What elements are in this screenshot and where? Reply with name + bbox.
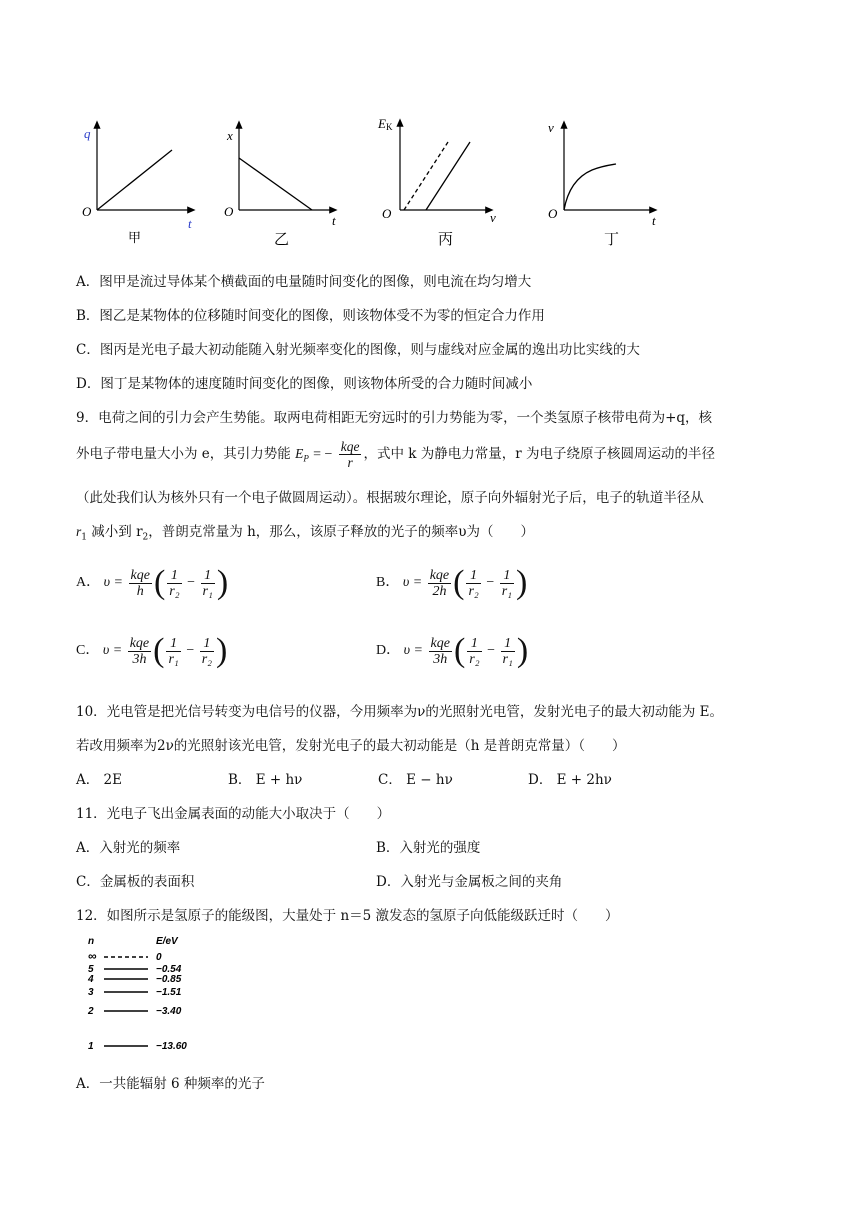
- y-label: v: [548, 120, 554, 135]
- x-label: ν: [490, 210, 496, 225]
- q10-option-d[interactable]: D． E + 2hν: [528, 772, 612, 788]
- level-e-3: −1.51: [156, 987, 182, 998]
- q10-option-b[interactable]: B． E + hν: [228, 772, 303, 788]
- q9-stem-line3: （此处我们认为核外只有一个电子做圆周运动）。根据玻尔理论，原子向外辐射光子后，电子的轨道半径从: [76, 490, 704, 506]
- q12-option-a[interactable]: A．一共能辐射 6 种频率的光子: [76, 1076, 265, 1092]
- graph-bing: [378, 112, 508, 248]
- graph-yi: [222, 118, 352, 248]
- level-e-2: −3.40: [156, 1006, 182, 1017]
- q9-option-d[interactable]: D． υ = $\frac{\text{kqe}}{3h}$ ( $\frac{1}{\text{r₂}}$ − $\frac{1}{\text{r₁}}$ ): [376, 632, 529, 669]
- q9-option-c[interactable]: C． υ = $\frac{\text{kqe}}{3h}$ ( $\frac{1}{\text{r₁}}$ − $\frac{1}{\text{r₂}}$ ): [76, 632, 228, 669]
- solid-line: [426, 142, 470, 210]
- caption: 丙: [438, 230, 454, 248]
- q12-stem: 12．如图所示是氢原子的能级图，大量处于 n＝5 激发态的氢原子向低能级跃迁时（ ）: [76, 908, 619, 924]
- graph-jia: [80, 118, 210, 248]
- q8-option-c[interactable]: C．图丙是光电子最大初动能随入射光频率变化的图像，则与虚线对应金属的逸出功比实线的大: [76, 342, 640, 358]
- origin-label: O: [224, 204, 234, 219]
- y-label: q: [84, 126, 91, 141]
- level-n-3: 3: [88, 987, 94, 998]
- level-n-4: 4: [88, 974, 94, 985]
- q11-option-b[interactable]: B．入射光的强度: [376, 840, 481, 856]
- y-label: x: [227, 128, 233, 143]
- e-header: E/eV: [156, 936, 178, 947]
- graph-ding: [534, 118, 664, 248]
- y-label: EK: [378, 116, 393, 132]
- q-t-line: [97, 150, 172, 210]
- level-n-1: 1: [88, 1041, 94, 1052]
- energy-level-diagram: [84, 932, 224, 1058]
- level-e-inf: 0: [156, 952, 162, 963]
- level-e-1: −13.60: [156, 1041, 187, 1052]
- x-label: t: [652, 213, 656, 228]
- q9-stem-line1: 9．电荷之间的引力会产生势能。取两电荷相距无穷远时的引力势能为零，一个类氢原子核带电荷为+q，核: [76, 410, 713, 426]
- q11-option-c[interactable]: C．金属板的表面积: [76, 874, 195, 890]
- origin-label: O: [548, 206, 558, 221]
- origin-label: O: [382, 206, 392, 221]
- v-t-curve: [564, 164, 616, 210]
- q8-option-a[interactable]: A．图甲是流过导体某个横截面的电量随时间变化的图像，则电流在均匀增大: [76, 274, 532, 290]
- ep-fraction: $\frac{\text{kqe}}{r}$: [340, 439, 360, 470]
- caption: 丁: [604, 230, 620, 248]
- q10-option-a[interactable]: A． 2E: [76, 772, 122, 788]
- level-e-5: −0.54: [156, 964, 182, 975]
- caption: 甲: [128, 231, 142, 246]
- level-n-inf: ∞: [88, 949, 97, 963]
- q11-stem: 11．光电子飞出金属表面的动能大小取决于（ ）: [76, 806, 391, 822]
- q10-option-c[interactable]: C． E − hν: [378, 772, 453, 788]
- x-label: t: [332, 213, 336, 228]
- dashed-line: [404, 142, 448, 210]
- q9-option-a[interactable]: A． υ = $\frac{\text{kqe}}{h}$ ( $\frac{1}{\text{r₂}}$ − $\frac{1}{\text{r₁}}$ ): [76, 564, 229, 601]
- q10-stem-line1: 10．光电管是把光信号转变为电信号的仪器，今用频率为ν的光照射光电管，发射光电子的最大初动能为 E。: [76, 704, 724, 720]
- n-header: n: [88, 936, 95, 947]
- q8-option-b[interactable]: B．图乙是某物体的位移随时间变化的图像，则该物体受不为零的恒定合力作用: [76, 308, 545, 324]
- level-n-5: 5: [88, 964, 94, 975]
- q9-stem-line4: $r_1$ 减小到 $r_2$，普朗克常量为 h，那么，该原子释放的光子的频率υ为（ ）: [76, 524, 534, 543]
- x-label: t: [188, 216, 192, 231]
- q11-option-a[interactable]: A．入射光的频率: [76, 840, 181, 856]
- level-e-4: −0.85: [156, 974, 182, 985]
- q8-option-d[interactable]: D．图丁是某物体的速度随时间变化的图像，则该物体所受的合力随时间减小: [76, 376, 533, 392]
- caption: 乙: [274, 230, 290, 248]
- level-n-2: 2: [88, 1006, 94, 1017]
- q9-option-b[interactable]: B． υ = $\frac{\text{kqe}}{2h}$ ( $\frac{1}{\text{r₂}}$ − $\frac{1}{\text{r₁}}$ ): [376, 564, 528, 601]
- x-t-line: [239, 158, 312, 210]
- q11-option-d[interactable]: D．入射光与金属板之间的夹角: [376, 874, 563, 890]
- origin-label: O: [82, 204, 92, 219]
- q9-stem-line2: 外电子带电量大小为 e，其引力势能 $E_P$ = − $\frac{\text{kqe}}{r}$ ，式中 k 为静电力常量，r 为电子绕原子核圆周运动的半径: [76, 439, 715, 470]
- q10-stem-line2: 若改用频率为2ν的光照射该光电管，发射光电子的最大初动能是（h 是普朗克常量）（ ）: [76, 738, 626, 754]
